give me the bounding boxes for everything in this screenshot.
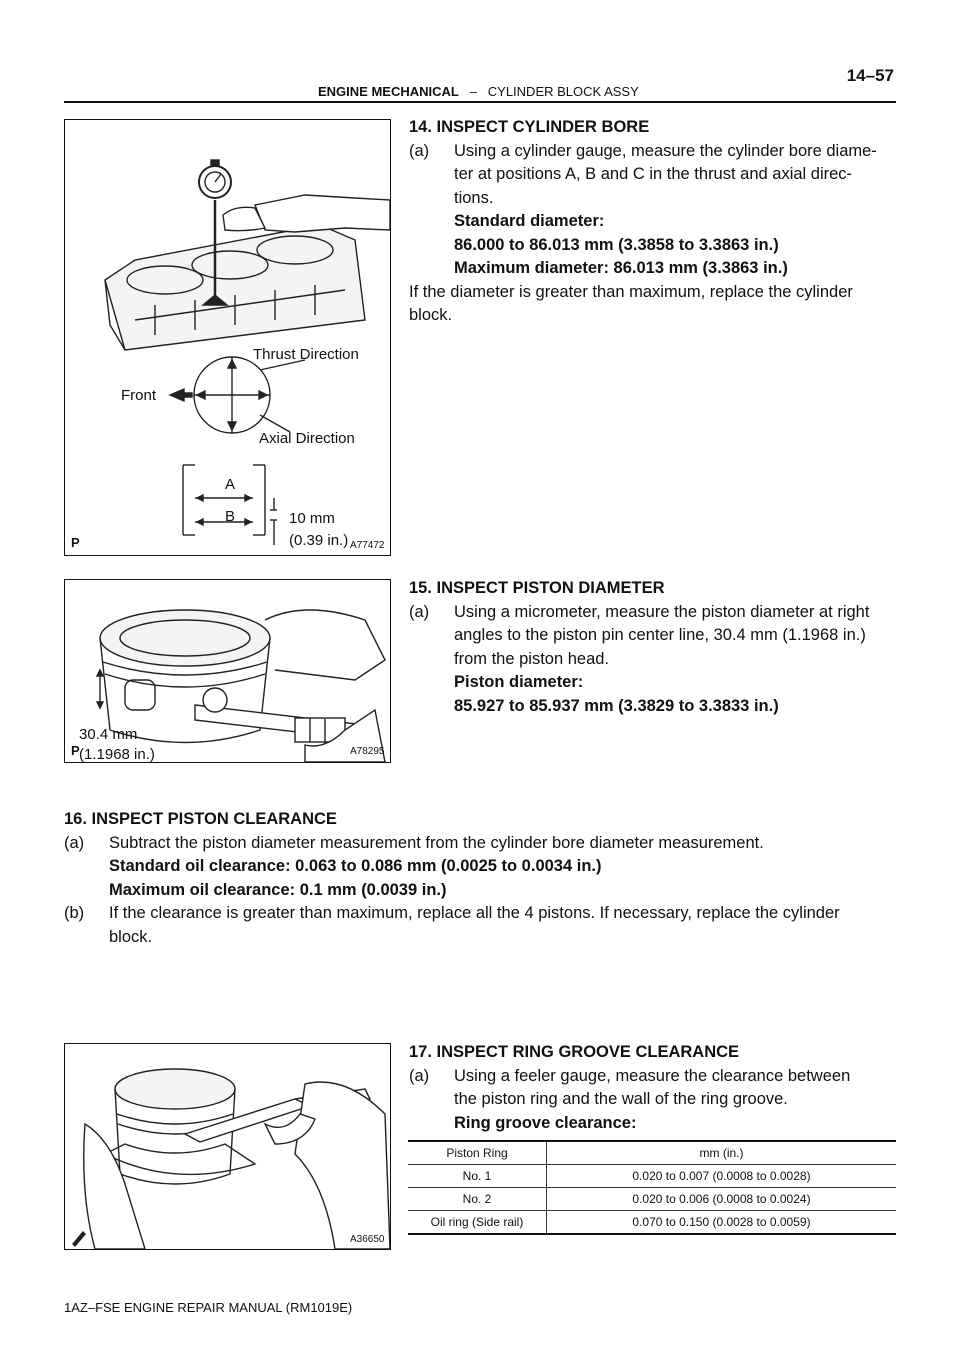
section-15-title: 15. INSPECT PISTON DIAMETER: [409, 579, 665, 597]
label-front: Front: [121, 387, 157, 404]
header-rule: [64, 101, 896, 103]
table-row: [408, 1188, 896, 1211]
step-a-label: (a): [409, 602, 430, 621]
section-15: [409, 577, 896, 718]
step-a-line1: Subtract the piston diameter measurement from the cylinder bore diameter measurement.: [109, 833, 764, 852]
table-cell: Oil ring (Side rail): [408, 1211, 547, 1235]
label-dim-in: (0.39 in.): [289, 532, 349, 549]
section-14-note-line2: block.: [409, 306, 453, 324]
section-14-step-a: [409, 140, 896, 281]
section-17-title: 17. INSPECT RING GROOVE CLEARANCE: [409, 1043, 740, 1061]
step-b-text: [109, 902, 896, 949]
step-a-line1: Using a feeler gauge, measure the clearance between: [454, 1066, 851, 1085]
table-cell: No. 2: [408, 1188, 547, 1211]
page-number: 14–57: [846, 66, 894, 85]
step-a-text: [454, 1065, 896, 1136]
figure-ring-groove: [64, 1043, 391, 1250]
spec-piston-diameter: 85.927 to 85.937 mm (3.3829 to 3.3833 in.): [454, 696, 779, 715]
spec-standard-diameter-label: Standard diameter:: [454, 212, 605, 230]
figure2-mark-p: P: [71, 743, 80, 758]
spec-ring-groove-label: Ring groove clearance:: [454, 1113, 637, 1132]
step-a-label: (a): [409, 141, 430, 160]
section-14-note-line1: If the diameter is greater than maximum, replace the cylinder: [409, 282, 853, 301]
step-a-line2: angles to the piston pin center line, 30.4 mm (1.1968 in.): [454, 626, 866, 644]
section-17-step-a: [409, 1065, 896, 1136]
step-a-label: (a): [409, 1066, 430, 1085]
header-separator: –: [469, 84, 477, 99]
step-a-line2: ter at positions A, B and C in the thrust and axial direc-: [454, 165, 853, 183]
step-a-line1: Using a cylinder gauge, measure the cylinder bore diame-: [454, 141, 877, 160]
table-header: Piston Ring: [408, 1141, 547, 1165]
label-piston-dim-in: (1.1968 in.): [79, 746, 155, 763]
step-a-line2: the piston ring and the wall of the ring groove.: [454, 1090, 788, 1108]
section-16-step-a: [64, 832, 896, 903]
label-position-b: B: [225, 508, 236, 525]
figure-mark-p: P: [71, 535, 80, 550]
table-cell: 0.020 to 0.006 (0.0008 to 0.0024): [547, 1188, 897, 1211]
table-cell: 0.020 to 0.007 (0.0008 to 0.0028): [547, 1165, 897, 1188]
label-dim-mm: 10 mm: [289, 510, 335, 527]
header-title: [318, 84, 639, 99]
table-row: [408, 1211, 896, 1235]
spec-standard-diameter: 86.000 to 86.013 mm (3.3858 to 3.3863 in.): [454, 235, 779, 254]
table-header: mm (in.): [547, 1141, 897, 1165]
figure-code: A77472: [350, 540, 385, 551]
spec-maximum-diameter: Maximum diameter: 86.013 mm (3.3863 in.): [454, 259, 788, 277]
step-b-line1: If the clearance is greater than maximum, replace all the 4 pistons. If necessary, replace the cylinder: [109, 904, 840, 922]
step-a-text: [454, 601, 896, 719]
step-b-label: (b): [64, 904, 85, 922]
ring-groove-illustration: [65, 1044, 390, 1249]
step-a-line1: Using a micrometer, measure the piston diameter at right: [454, 602, 870, 621]
section-16-step-b: [64, 902, 896, 949]
label-position-a: A: [225, 476, 236, 493]
figure-cylinder-bore: [64, 119, 391, 556]
spec-maximum-oil-clearance: Maximum oil clearance: 0.1 mm (0.0039 in.): [109, 880, 447, 899]
step-a-label: (a): [64, 833, 85, 852]
step-b-line2: block.: [109, 927, 153, 946]
spec-piston-diameter-label: Piston diameter:: [454, 673, 584, 691]
spec-standard-oil-clearance: Standard oil clearance: 0.063 to 0.086 mm (0.0025 to 0.0034 in.): [109, 857, 602, 875]
ring-groove-table: [408, 1140, 896, 1235]
table-cell: No. 1: [408, 1165, 547, 1188]
header-subsection: CYLINDER BLOCK ASSY: [487, 84, 639, 99]
label-axial-direction: Axial Direction: [259, 430, 355, 447]
header-section: ENGINE MECHANICAL: [318, 84, 459, 99]
table-header-row: [408, 1141, 896, 1165]
label-piston-dim-mm: 30.4 mm: [79, 726, 138, 743]
section-15-step-a: [409, 601, 896, 719]
step-a-text: [109, 832, 896, 903]
footer: 1AZ–FSE ENGINE REPAIR MANUAL (RM1019E): [64, 1300, 353, 1315]
figure2-code: A78295: [350, 746, 385, 757]
section-16-title: 16. INSPECT PISTON CLEARANCE: [64, 810, 337, 828]
section-14-title: 14. INSPECT CYLINDER BORE: [409, 118, 650, 136]
step-a-line3: tions.: [454, 188, 494, 207]
step-a-text: [454, 140, 896, 281]
step-a-line3: from the piston head.: [454, 649, 610, 668]
section-17: [409, 1041, 896, 1135]
figure3-code: A36650: [350, 1234, 385, 1245]
table-cell: 0.070 to 0.150 (0.0028 to 0.0059): [547, 1211, 897, 1235]
section-14: [409, 116, 896, 328]
label-thrust-direction: Thrust Direction: [253, 346, 359, 363]
section-16: [64, 808, 896, 949]
table-row: [408, 1165, 896, 1188]
figure-piston-diameter: [64, 579, 391, 763]
